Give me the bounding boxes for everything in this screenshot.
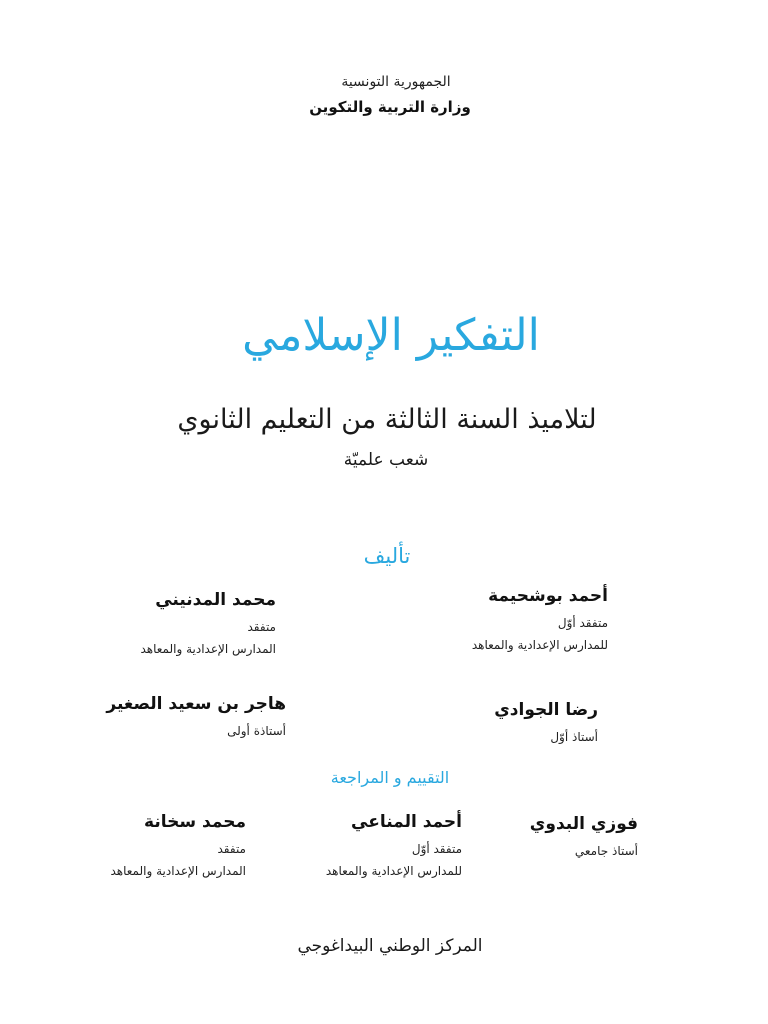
reviewer-role: متفقد: [217, 842, 246, 856]
author-role: متفقد: [247, 620, 276, 634]
reviewer-card: [262, 812, 462, 878]
author-card: [56, 590, 276, 656]
book-title: التفكير الإسلامي: [242, 310, 540, 361]
author-card: [66, 694, 286, 738]
reviewer-role: أستاذ جامعي: [574, 844, 638, 858]
ministry-name: وزارة التربية والتكوين: [309, 98, 471, 116]
author-role: متفقد أوّل: [557, 616, 608, 630]
author-card: [388, 586, 608, 652]
author-name: أحمد بوشحيمة: [488, 586, 608, 606]
reviewer-name: فوزي البدوي: [529, 814, 638, 834]
book-branch: شعب علميّة: [343, 450, 429, 470]
author-role: أستاذ أوّل: [550, 730, 598, 744]
review-heading: التقييم و المراجعة: [330, 768, 450, 787]
book-subtitle: لتلاميذ السنة الثالثة من التعليم الثانوي: [177, 404, 597, 435]
author-institution: المدارس الإعدادية والمعاهد: [140, 642, 276, 656]
reviewer-name: محمد سخانة: [144, 812, 246, 832]
publisher-name: المركز الوطني البيداغوجي: [297, 936, 483, 956]
reviewer-name: أحمد المناعي: [351, 812, 462, 832]
reviewer-institution: للمدارس الإعدادية والمعاهد: [325, 864, 462, 878]
reviewer-card: [478, 814, 638, 858]
author-card: [378, 700, 598, 744]
author-name: هاجر بن سعيد الصغير: [106, 694, 286, 714]
author-name: محمد المدنيني: [155, 590, 276, 610]
country-name: الجمهورية التونسية: [341, 74, 451, 90]
author-role: أستاذة أولى: [227, 724, 286, 738]
reviewer-role: متفقد أوّل: [411, 842, 462, 856]
reviewer-card: [46, 812, 246, 878]
author-name: رضا الجوادي: [494, 700, 598, 720]
authors-heading: تأليف: [363, 544, 411, 568]
author-institution: للمدارس الإعدادية والمعاهد: [471, 638, 608, 652]
reviewer-institution: المدارس الإعدادية والمعاهد: [110, 864, 246, 878]
